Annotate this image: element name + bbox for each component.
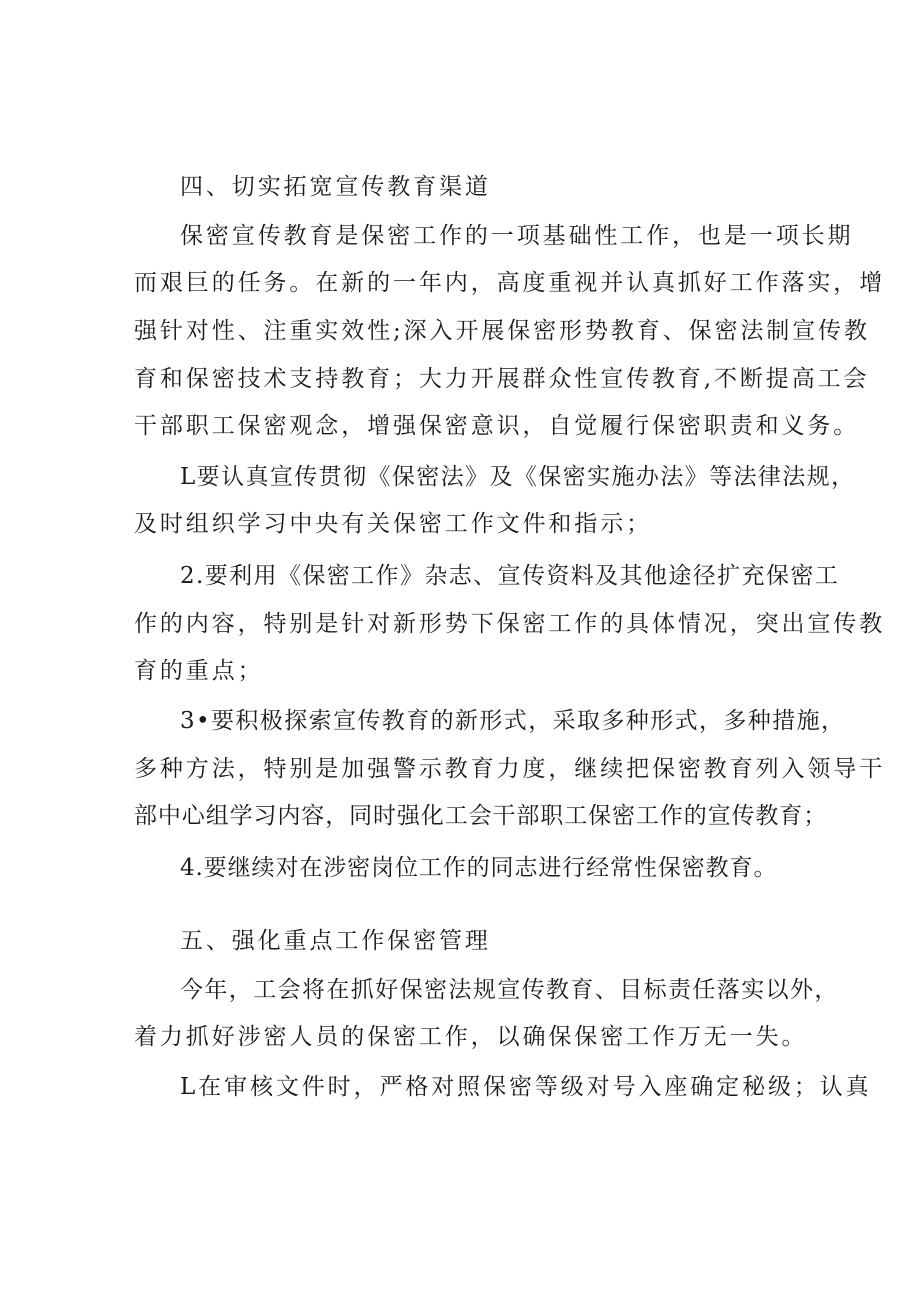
- section-4-intro-line-2: 而艰巨的任务。在新的一年内，高度重视并认真抓好工作落实，增: [134, 270, 886, 296]
- section-4-intro-line-3: 强针对性、注重实效性;深入开展保密形势教育、保密法制宣传教: [134, 318, 870, 344]
- section-4-item-3-line-2: 多种方法，特别是加强警示教育力度，继续把保密教育列入领导干: [134, 756, 886, 782]
- section-5-intro-line-1: 今年，工会将在抓好保密法规宣传教育、目标责任落实以外，: [180, 977, 839, 1003]
- section-5-intro-line-2: 着力抓好涉密人员的保密工作，以确保保密工作万无一失。: [134, 1024, 808, 1050]
- section-4-item-2-line-3: 育的重点；: [134, 658, 264, 684]
- section-4-intro-line-1: 保密宣传教育是保密工作的一项基础性工作，也是一项长期: [180, 223, 854, 249]
- section-4-item-2-line-1: 2.要利用《保密工作》杂志、宣传资料及其他途径扩充保密工: [180, 563, 840, 589]
- section-4-heading: 四、切实拓宽宣传教育渠道: [180, 174, 491, 200]
- section-5-heading: 五、强化重点工作保密管理: [180, 928, 491, 954]
- section-4-item-4-line-1: 4.要继续对在涉密岗位工作的同志进行经常性保密教育。: [180, 855, 778, 881]
- section-4-item-2-line-2: 作的内容，特别是针对新形势下保密工作的具体情况，突出宣传教: [134, 611, 886, 637]
- section-5-item-1-line-1: L在审核文件时，严格对照保密等级对号入座确定秘级；认真: [180, 1074, 872, 1100]
- section-4-item-3-line-1: 3•要积极探索宣传教育的新形式，采取多种形式，多种措施，: [180, 708, 846, 734]
- section-4-item-1-line-2: 及时组织学习中央有关保密工作文件和指示；: [134, 511, 652, 537]
- section-4-item-3-line-3: 部中心组学习内容，同时强化工会干部职工保密工作的宣传教育；: [134, 803, 828, 829]
- section-4-intro-line-4: 育和保密技术支持教育；大力开展群众性宣传教育,不断提高工会: [134, 366, 870, 392]
- section-4-intro-line-5: 干部职工保密观念，增强保密意识，自觉履行保密职责和义务。: [134, 413, 860, 439]
- section-4-item-1-line-1: L要认真宣传贯彻《保密法》及《保密实施办法》等法律法规，: [180, 464, 856, 490]
